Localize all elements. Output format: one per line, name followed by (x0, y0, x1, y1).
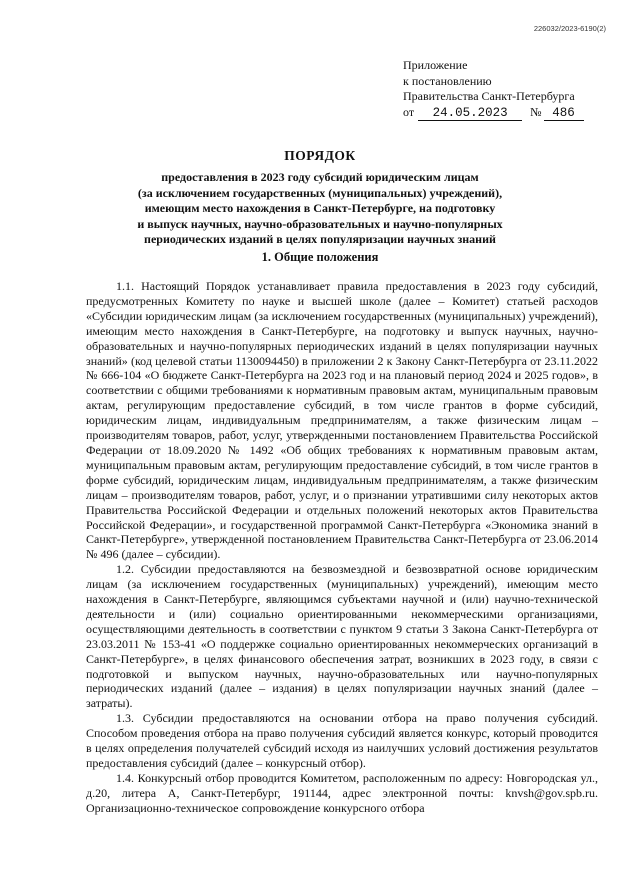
annex-number-label: № (530, 104, 542, 119)
title-subtitle (56, 170, 584, 248)
title-main: ПОРЯДОК (284, 148, 356, 163)
paragraph-1-1: 1.1. Настоящий Порядок устанавливает правила предоставления в 2023 году субсидий, предусмотренных Комитету по науке и высшей школе (далее – Комитет) статьей расходов «Субсидии юридическим лицам (за исключением государственных (муниципальных) учреждений), имеющим место нахождения в Санкт-Петербурге, на подготовку и выпуск научных, научно-образовательных и научно-популярных периодических изданий в целях популяризации научных знаний» (код целевой статьи 1130094450) в приложении 2 к Закону Санкт-Петербурга от 23.11.2022 № 666-104 «О бюджете Санкт-Петербурга на 2023 год и на плановый период 2024 и 2025 годов», в соответствии с общими требованиями к нормативным правовым актам, муниципальным правовым актам, регулирующим предоставление субсидий, в том числе грантов в форме субсидий, юридическим лицам, индивидуальным предпринимателям, а также физическим лицам – производителям товаров, работ, услуг, утвержденными постановлением Правительства Российской Федерации от 18.09.2020 № 1492 «Об общих требованиях к нормативным правовым актам, муниципальным правовым актам, регулирующим предоставление субсидий, в том числе грантов в форме субсидий, юридическим лицам, индивидуальным предпринимателям, а также физическим лицам – производителям товаров, работ, услуг, и о признании утратившими силу некоторых актов Правительства Российской Федерации и отдельных положений некоторых актов Правительства Российской Федерации», и государственной программой Санкт-Петербурга «Экономика знаний в Санкт-Петербурге», утвержденной постановлением Правительства Санкт-Петербурга от 23.06.2014 № 496 (далее – субсидии). (86, 279, 598, 562)
annex-date-line (403, 105, 584, 121)
annex-block (403, 58, 584, 121)
title-line: периодических изданий в целях популяризации научных знаний (144, 232, 496, 246)
annex-line-appendix: Приложение (403, 58, 468, 72)
document-registration-number: 226032/2023-6190(2) (533, 24, 606, 33)
document-body (86, 279, 598, 816)
annex-line-government: Правительства Санкт-Петербурга (403, 89, 575, 103)
document-title (56, 148, 584, 248)
annex-line-to-resolution: к постановлению (403, 73, 492, 88)
title-line: и выпуск научных, научно-образовательных и научно-популярных (137, 216, 503, 231)
paragraph-1-2: 1.2. Субсидии предоставляются на безвозмездной и безвозвратной основе юридическим лицам (за исключением государственных (муниципальных) учреждений), имеющим место нахождения в Санкт-Петербурге, являющимся субъектами научной и (или) научно-технической деятельности и (или) социально ориентированными некоммерческими организациями, осуществляющими деятельность в соответствии с пунктом 9 статьи 3 Закона Санкт-Петербурга от 23.03.2011 № 153-41 «О поддержке социально ориентированных некоммерческих организаций в Санкт-Петербурге», в целях финансового обеспечения затрат, возникших в 2023 году, в связи с подготовкой и выпуском научных, научно-образовательных или научно-популярных периодических изданий (далее – издания) в целях популяризации научных знаний (далее – затраты). (86, 562, 598, 711)
title-line: имеющим место нахождения в Санкт-Петербурге, на подготовку (144, 201, 496, 215)
paragraph-1-4: 1.4. Конкурсный отбор проводится Комитетом, расположенным по адресу: Новгородская ул., д.20, литера А, Санкт-Петербург, 191144, адрес электронной почты: knvsh@gov.spb.ru. Организационно-техническое сопровождение конкурсного отбора (86, 770, 598, 815)
section-heading: 1. Общие положения (261, 250, 379, 264)
annex-date: 24.05.2023 (418, 106, 522, 121)
paragraph-1-3: 1.3. Субсидии предоставляются на основании отбора на право получения субсидий. Способом проведения отбора на право получения субсидий является конкурс, который проводится в целях определения получателей субсидий исходя из наилучших условий достижения результатов предоставления субсидий (далее – конкурсный отбор). (86, 711, 598, 770)
annex-from-label: от (403, 104, 415, 119)
annex-number: 486 (544, 106, 584, 121)
title-line: предоставления в 2023 году субсидий юридическим лицам (161, 170, 479, 184)
title-line: (за исключением государственных (муниципальных) учреждений), (137, 185, 503, 200)
